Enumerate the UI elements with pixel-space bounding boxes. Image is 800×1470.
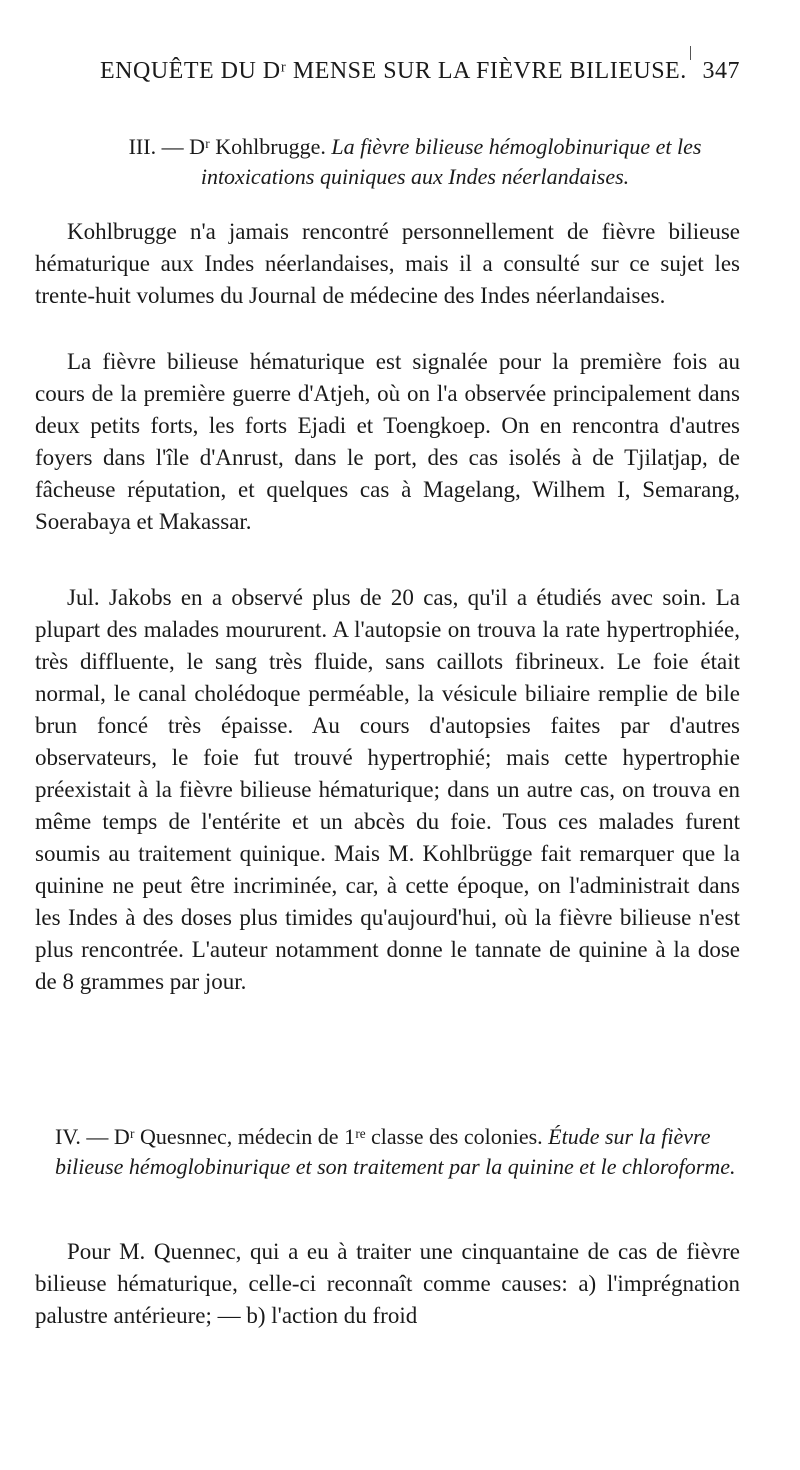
section-3-paragraph-2: La fièvre bilieuse hématurique est signalée pour la première fois au cours de la première guerre d'Atjeh, où on l'a observée principalement dans deux petits forts, les forts Ejadi et Toengkoep. On en rencontra d'autres foyers dans l'île d'Anrust, dans le port, des cas isolés à de Tjilatjap, de fâcheuse réputation, et quelques cas à Magelang, Wilhem I, Semarang, Soerabaya et Makassar. — [35, 349, 740, 534]
section-4-author: IV. — Dʳ Quesnnec, médecin de 1ʳᵉ classe des colonies. — [55, 1124, 543, 1149]
running-title: ENQUÊTE DU Dʳ MENSE SUR LA FIÈVRE BILIEUSE. — [100, 58, 687, 84]
section-3-author: III. — Dʳ Kohlbrugge. — [128, 134, 326, 159]
section-4-title: Étude sur la fièvre bilieuse hémoglobinurique et son traitement par la quinine et le chloroforme. — [55, 1124, 736, 1179]
page-number: 347 — [702, 58, 740, 84]
running-head — [100, 58, 740, 85]
section-3-paragraph-1: Kohlbrugge n'a jamais rencontré personnellement de fièvre bilieuse hématurique aux Indes néerlandaises, mais il a consulté sur ce sujet les trente-huit volumes du Journal de médecine des Indes néerlandaises. — [35, 219, 740, 308]
section-4-heading — [55, 1122, 750, 1182]
section-3-heading — [90, 132, 740, 192]
section-3-title: La fièvre bilieuse hémoglobinurique et les intoxications quiniques aux Indes néerlandaises. — [200, 134, 702, 189]
section-4-paragraph-1: Pour M. Quennec, qui a eu à traiter une cinquantaine de cas de fièvre bilieuse hématurique, celle-ci reconnaît comme causes: a) l'imprégnation palustre antérieure; — b) l'action du froid — [35, 1239, 740, 1328]
section-3-paragraph-3: Jul. Jakobs en a observé plus de 20 cas, qu'il a étudiés avec soin. La plupart des malades moururent. A l'autopsie on trouva la rate hypertrophiée, très diffluente, le sang très fluide, sans caillots fibrineux. Le foie était normal, le canal cholédoque perméable, la vésicule biliaire remplie de bile brun foncé très épaisse. Au cours d'autopsies faites par d'autres observateurs, le foie fut trouvé hypertrophié; mais cette hypertrophie préexistait à la fièvre bilieuse hématurique; dans un autre cas, on trouva en même temps de l'entérite et un abcès du foie. Tous ces malades furent soumis au traitement quinique. Mais M. Kohlbrügge fait remarquer que la quinine ne peut être incriminée, car, à cette époque, on l'administrait dans les Indes à des doses plus timides qu'aujourd'hui, où la fièvre bilieuse n'est plus rencontrée. L'auteur notamment donne le tannate de quinine à la dose de 8 grammes par jour. — [35, 585, 740, 994]
